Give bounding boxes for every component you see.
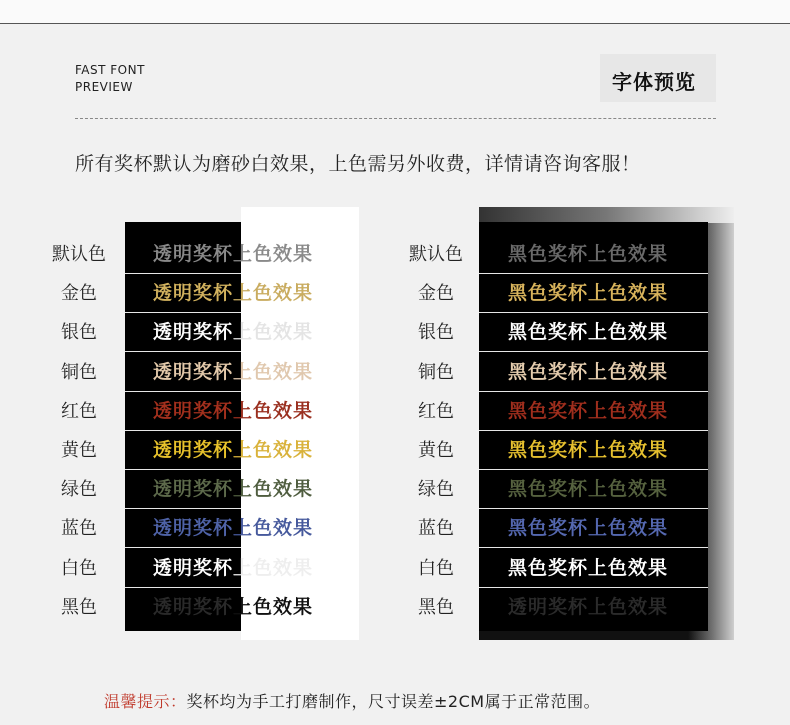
right-row-separator: [479, 391, 708, 392]
left-row-separator: [125, 469, 241, 470]
right-row-separator: [479, 312, 708, 313]
left-row-sample: [153, 396, 313, 423]
right-row-separator: [479, 273, 708, 274]
right-row-separator: [479, 469, 708, 470]
right-row-label: 绿色: [418, 479, 454, 500]
left-row-separator: [125, 508, 241, 509]
left-row-separator: [125, 312, 241, 313]
right-row-label: 蓝色: [418, 518, 454, 539]
left-sample-color-part: 上色效果: [233, 243, 314, 265]
left-row-sample: [153, 317, 313, 344]
right-row-label: 白色: [418, 558, 454, 579]
left-row-sample: [153, 357, 313, 384]
right-row-sample: 黑色奖杯上色效果: [508, 439, 669, 461]
right-panel-top-gradient: [479, 207, 734, 223]
right-row-sample: 黑色奖杯上色效果: [508, 282, 669, 304]
header-english: [75, 62, 145, 96]
right-row-sample: 黑色奖杯上色效果: [508, 517, 669, 539]
left-sample-clear-part: 透明奖杯: [153, 517, 234, 539]
left-sample-clear-part: 透明奖杯: [153, 596, 234, 618]
left-row-label: 银色: [61, 322, 97, 343]
right-row-sample: 透明奖杯上色效果: [508, 596, 669, 618]
left-sample-color-part: 上色效果: [233, 321, 314, 343]
right-row-separator: [479, 430, 708, 431]
right-row-separator: [479, 508, 708, 509]
left-sample-color-part: 上色效果: [233, 439, 314, 461]
right-row-sample: 黑色奖杯上色效果: [508, 321, 669, 343]
left-row-separator: [125, 430, 241, 431]
left-row-sample: [153, 239, 313, 266]
left-sample-clear-part: 透明奖杯: [153, 439, 234, 461]
right-row-sample: 黑色奖杯上色效果: [508, 557, 669, 579]
right-row-separator: [479, 351, 708, 352]
right-row-sample: 黑色奖杯上色效果: [508, 478, 669, 500]
right-row-label: 金色: [418, 283, 454, 304]
top-band: [0, 0, 790, 23]
left-sample-clear-part: 透明奖杯: [153, 282, 234, 304]
dashed-divider: [75, 118, 716, 119]
header-english-line2: PREVIEW: [75, 80, 133, 94]
right-row-label: 铜色: [418, 362, 454, 383]
left-row-sample: [153, 513, 313, 540]
left-sample-clear-part: 透明奖杯: [153, 361, 234, 383]
header-english-line1: FAST FONT: [75, 63, 145, 77]
left-row-label: 白色: [61, 558, 97, 579]
left-row-label: 黄色: [61, 440, 97, 461]
left-sample-color-part: 上色效果: [233, 282, 314, 304]
left-row-separator: [125, 273, 241, 274]
left-row-label: 黑色: [61, 597, 97, 618]
left-row-sample: [153, 474, 313, 501]
left-row-separator: [125, 351, 241, 352]
left-sample-color-part: 上色效果: [233, 517, 314, 539]
right-row-label: 银色: [418, 322, 454, 343]
left-sample-color-part: 上色效果: [233, 478, 314, 500]
right-row-separator: [479, 587, 708, 588]
left-row-separator: [125, 547, 241, 548]
left-row-label: 铜色: [61, 362, 97, 383]
right-row-sample: 黑色奖杯上色效果: [508, 400, 669, 422]
right-row-label: 默认色: [409, 244, 463, 265]
right-row-sample: 黑色奖杯上色效果: [508, 361, 669, 383]
left-sample-clear-part: 透明奖杯: [153, 478, 234, 500]
left-row-sample: [153, 592, 313, 619]
left-sample-clear-part: 透明奖杯: [153, 321, 234, 343]
left-row-label: 金色: [61, 283, 97, 304]
right-row-label: 红色: [418, 401, 454, 422]
left-row-sample: [153, 435, 313, 462]
right-row-sample: 黑色奖杯上色效果: [508, 243, 669, 265]
left-row-sample: [153, 553, 313, 580]
right-row-label: 黄色: [418, 440, 454, 461]
footer-tip: [104, 689, 600, 712]
left-row-separator: [125, 587, 241, 588]
left-sample-color-part: 上色效果: [233, 400, 314, 422]
top-divider: [0, 23, 790, 24]
left-sample-clear-part: 透明奖杯: [153, 557, 234, 579]
left-row-separator: [125, 391, 241, 392]
left-row-label: 绿色: [61, 479, 97, 500]
left-row-label: 红色: [61, 401, 97, 422]
left-sample-color-part: 上色效果: [233, 596, 314, 618]
left-sample-clear-part: 透明奖杯: [153, 243, 234, 265]
footer-highlight: 温馨提示：: [104, 692, 187, 711]
left-row-sample: [153, 278, 313, 305]
left-row-label: 蓝色: [61, 518, 97, 539]
left-sample-color-part: 上色效果: [233, 361, 314, 383]
left-row-label: 默认色: [52, 244, 106, 265]
notice-text: 所有奖杯默认为磨砂白效果，上色需另外收费，详情请咨询客服！: [75, 153, 641, 175]
page-title: 字体预览: [612, 70, 696, 94]
left-sample-clear-part: 透明奖杯: [153, 400, 234, 422]
right-row-label: 黑色: [418, 597, 454, 618]
left-sample-color-part: 上色效果: [233, 557, 314, 579]
right-row-separator: [479, 547, 708, 548]
footer-text: 奖杯均为手工打磨制作，尺寸误差±2CM属于正常范围。: [186, 692, 601, 711]
